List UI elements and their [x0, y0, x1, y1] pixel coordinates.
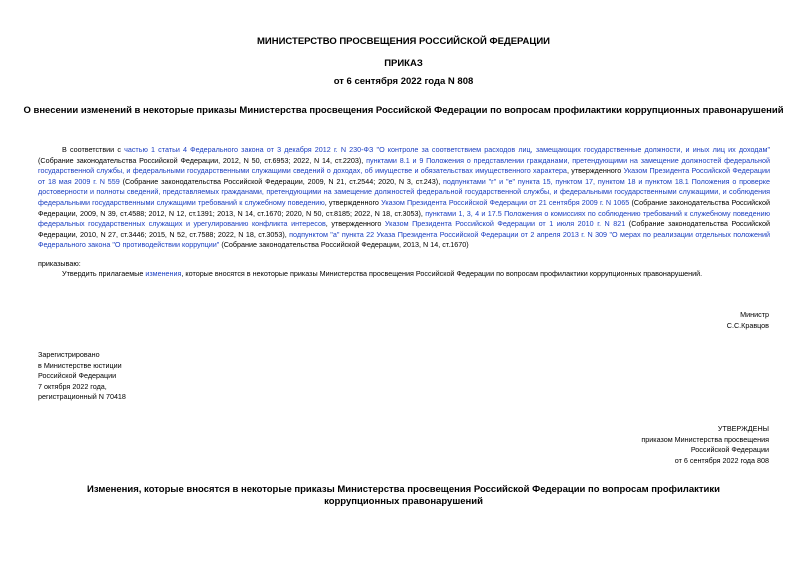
ministry-name: МИНИСТЕРСТВО ПРОСВЕЩЕНИЯ РОССИЙСКОЙ ФЕДЕРАЦИИ: [256, 36, 551, 47]
preamble-text: (Собрание законодательства Российской Федерации, 2013, N 14, ст.1670): [219, 240, 469, 250]
signature-block: [727, 310, 769, 331]
decree-link-821[interactable]: Указом Президента Российской Федерации от 1 июля 2010 г. N 821: [384, 219, 626, 229]
preamble-text: (Собрание законодательства Российской Федерации, 2009, N 21, ст.2544; 2020, N 3, ст.243),: [119, 176, 444, 186]
registration-block: [38, 350, 126, 403]
decree-link-1065[interactable]: Указом Президента Российской Федерации от 21 сентября 2009 г. N 1065: [381, 197, 630, 207]
preamble-text: , утвержденного: [325, 219, 385, 229]
registration-line: Российской Федерации: [38, 371, 117, 381]
annex-title: Изменения, которые вносятся в некоторые приказы Министерства просвещения Российской Федерации по вопросам профилактики коррупционных правонарушений: [87, 484, 720, 507]
order-paragraph: [38, 269, 770, 280]
approval-line: от 6 сентября 2022 года 808: [674, 455, 769, 465]
registration-line: в Министерстве юстиции: [38, 360, 122, 370]
approval-line: Российской Федерации: [690, 445, 769, 455]
approval-line: УТВЕРЖДЕНЫ: [717, 424, 769, 433]
approval-block: [641, 424, 769, 466]
order-text: , которые вносятся в некоторые приказы Министерства просвещения Российской Федерации по вопросам профилактики коррупционных правонарушений.: [181, 269, 703, 278]
registration-line: регистрационный N 70418: [38, 392, 126, 402]
registration-line: Зарегистрировано: [38, 350, 100, 359]
order-text: Утвердить прилагаемые: [62, 269, 146, 278]
doc-type: ПРИКАЗ: [384, 58, 423, 69]
registration-line: 7 октября 2022 года,: [38, 381, 107, 391]
preamble-text: (Собрание законодательства Российской Федерации, 2012, N 50, ст.6953; 2022, N 14, ст.2203),: [38, 155, 367, 165]
signature-name: С.С.Кравцов: [726, 320, 769, 330]
signature-position: Министр: [740, 310, 769, 319]
preamble-paragraph: [38, 145, 770, 251]
preamble-text: (Собрание законодательства Российской Федерации, 2009, N 39, ст.4588; 2012, N 12, ст.1391; 2013, N 14, ст.1670; 2020, N 50, ст.8185; 2022, N 18, ст.3053),: [38, 197, 770, 218]
doc-title: О внесении изменений в некоторые приказы Министерства просвещения Российской Федерации по вопросам профилактики коррупционных правонарушений: [23, 105, 784, 116]
preamble-text: , утвержденного: [324, 197, 382, 207]
decree-link-309[interactable]: подпунктом "а" пункта 22 Указа Президента Российской Федерации от 2 апреля 2013 г. N 309 "О мерах по реализации отдельных положений Федерального закона "О противодействии коррупции": [38, 229, 770, 250]
preamble-text: В соответствии с: [62, 145, 125, 154]
changes-link[interactable]: изменения: [145, 269, 182, 278]
doc-date-number: от 6 сентября 2022 года N 808: [333, 76, 474, 87]
law-link-230fz[interactable]: частью 1 статьи 4 Федерального закона от 3 декабря 2012 г. N 230-ФЗ "О контроле за соответствием расходов лиц, замещающих государственные должности, и иных лиц их доходам": [124, 145, 770, 154]
preamble-text: , утвержденного: [566, 166, 624, 176]
order-word: приказываю:: [38, 259, 81, 268]
regulation-link-821[interactable]: пунктами 1, 3, 4 и 17.5 Положения о комиссиях по соблюдению требований к служебному поведению федеральных государственных служащих и урегулированию конфликта интересов: [38, 208, 770, 229]
regulation-link-1065[interactable]: подпунктами "г" и "е" пункта 15, пунктом 17, пунктом 18 и пунктом 18.1 Положения о проверке достоверности и полноты сведений, представляемых гражданами, претендующими на замещение должностей федеральной государственной службы, и федеральными государственными служащими, и соблюдения федеральными государственными служащими требований к служебному поведению: [38, 176, 770, 207]
regulation-link-559[interactable]: пунктами 8.1 и 9 Положения о представлении гражданами, претендующими на замещение должностей федеральной государственной службы, и федеральными государственными служащими сведений о доходах, об имуществе и обязательствах имущественного характера: [38, 155, 770, 176]
decree-link-559[interactable]: Указом Президента Российской Федерации от 18 мая 2009 г. N 559: [38, 166, 770, 186]
preamble-text: (Собрание законодательства Российской Федерации, 2010, N 27, ст.3446; 2015, N 52, ст.7588; 2022, N 18, ст.3053),: [38, 219, 770, 239]
approval-line: приказом Министерства просвещения: [641, 434, 769, 444]
